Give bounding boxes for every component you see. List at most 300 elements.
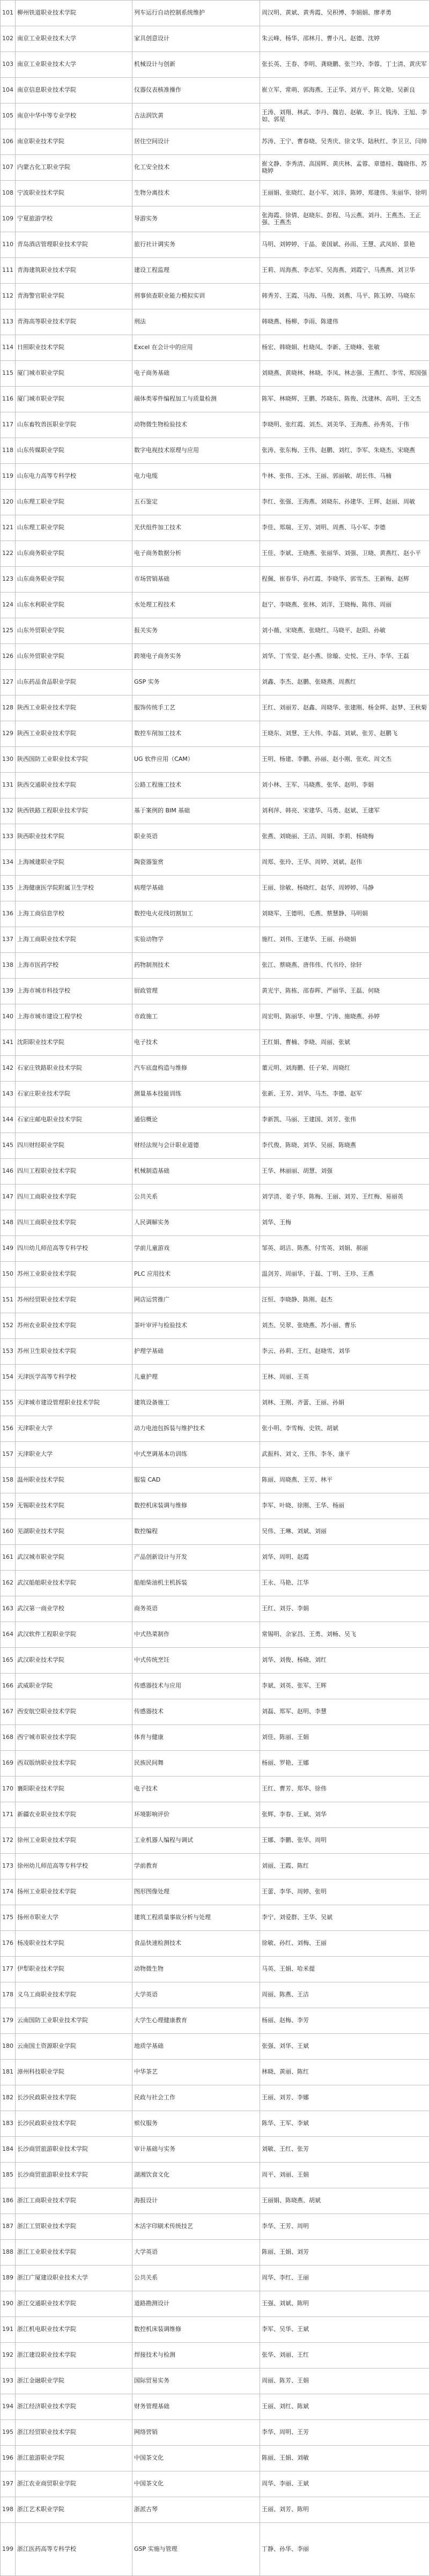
row-number: 124 xyxy=(1,593,16,618)
team-cell: 丁静、孙华、李丽 xyxy=(260,2523,429,2576)
course-cell: 电子商务基础 xyxy=(132,361,260,387)
course-cell: 汽车底盘构造与维修 xyxy=(132,1056,260,1082)
table-row xyxy=(1,2240,429,2266)
table-row xyxy=(1,2214,429,2240)
row-number: 136 xyxy=(1,901,16,927)
row-number: 192 xyxy=(1,2343,16,2368)
row-number: 167 xyxy=(1,1699,16,1725)
school-cell: 扬州市职业大学 xyxy=(16,1905,132,1931)
row-number: 130 xyxy=(1,747,16,773)
course-cell: 传感器技术 xyxy=(132,1699,260,1725)
course-cell: 财经法规与会计职业道德 xyxy=(132,1133,260,1159)
course-cell: 古法润饮黄 xyxy=(132,103,260,129)
course-cell: 跨境电子商务实务 xyxy=(132,644,260,670)
school-cell: 宁夏旅游学校 xyxy=(16,206,132,232)
table-row xyxy=(1,901,429,927)
school-cell: 新疆农业职业技术学院 xyxy=(16,1802,132,1828)
row-number: 137 xyxy=(1,927,16,953)
school-cell: 宁波职业技术学院 xyxy=(16,181,132,206)
school-cell: 上海城建职业学院 xyxy=(16,850,132,876)
row-number: 112 xyxy=(1,284,16,309)
course-cell: 数控机床装调维修 xyxy=(132,2317,260,2343)
row-number: 194 xyxy=(1,2394,16,2420)
course-cell: 中华茶艺 xyxy=(132,2060,260,2085)
course-cell: 大学生心理健康教育 xyxy=(132,2008,260,2034)
row-number: 120 xyxy=(1,490,16,515)
row-number: 140 xyxy=(1,1004,16,1030)
row-number: 161 xyxy=(1,1545,16,1571)
course-cell: 商务英语 xyxy=(132,1596,260,1622)
table-row xyxy=(1,438,429,464)
team-cell: 施红、刘伟、王建华、王丽、孙晓娟 xyxy=(260,927,429,953)
team-cell: 李代俊、陈晓、刘华、吴丽、陈晓燕 xyxy=(260,1133,429,1159)
school-cell: 武汉职业技术学院 xyxy=(16,1648,132,1674)
school-cell: 徐州幼儿师范高等专科学校 xyxy=(16,1854,132,1879)
school-cell: 武汉第一商业学校 xyxy=(16,1596,132,1622)
school-cell: 浙江机电职业技术学院 xyxy=(16,2317,132,2343)
team-cell: 王红、刘芬、李娟 xyxy=(260,1596,429,1622)
table-row xyxy=(1,1468,429,1493)
school-cell: 浙江工贸职业技术学院 xyxy=(16,2214,132,2240)
row-number: 151 xyxy=(1,1287,16,1313)
school-cell: 扬州工业职业技术学院 xyxy=(16,1879,132,1905)
team-cell: 王涛、刘翔、林武、李丹、魏岩、赵敏、李卫、钱涛、王旭、李如、郭星 xyxy=(260,103,429,129)
team-cell: 刘小薇、宋晓燕、张晓红、马晓平、赵阳、孙敏 xyxy=(260,618,429,644)
row-number: 116 xyxy=(1,387,16,412)
school-cell: 天津职业大学 xyxy=(16,1442,132,1468)
row-number: 154 xyxy=(1,1365,16,1390)
table-row xyxy=(1,1931,429,1957)
row-number: 148 xyxy=(1,1210,16,1236)
school-cell: 襄阳职业技术学院 xyxy=(16,1776,132,1802)
course-cell: 体育与健康 xyxy=(132,1725,260,1751)
table-row xyxy=(1,927,429,953)
team-cell: 韩晓燕、杨柳、李雨、陈建伟 xyxy=(260,309,429,335)
table-row xyxy=(1,721,429,747)
table-row xyxy=(1,747,429,773)
row-number: 181 xyxy=(1,2060,16,2085)
row-number: 187 xyxy=(1,2214,16,2240)
row-number: 142 xyxy=(1,1056,16,1082)
school-cell: 上海市城市建设工程学校 xyxy=(16,1004,132,1030)
course-cell: 船舶柴油机主机拆装 xyxy=(132,1571,260,1596)
school-cell: 山东电力高等专科学校 xyxy=(16,464,132,490)
school-cell: 漳州科技职业学院 xyxy=(16,2060,132,2085)
course-cell: 民族民间舞 xyxy=(132,1751,260,1776)
table-row xyxy=(1,2523,429,2576)
course-cell: 机械设计与创新 xyxy=(132,52,260,78)
school-cell: 浙江医药高等专科学校 xyxy=(16,2523,132,2576)
table-row xyxy=(1,387,429,412)
team-cell: 崔文静、李秀清、高国辉、黄庆林、孟蓉、章德桂、魏晓伟、苏晓婷 xyxy=(260,155,429,181)
school-cell: 四川工商职业技术学院 xyxy=(16,1185,132,1210)
course-cell: 家具创意设计 xyxy=(132,26,260,52)
table-row xyxy=(1,695,429,721)
row-number: 172 xyxy=(1,1828,16,1854)
row-number: 158 xyxy=(1,1468,16,1493)
course-cell: 旅行社计调实务 xyxy=(132,232,260,258)
team-cell: 林晓、黄丽、陈红 xyxy=(260,2060,429,2085)
table-row xyxy=(1,103,429,129)
table-row xyxy=(1,155,429,181)
school-cell: 芜湖职业技术学院 xyxy=(16,1519,132,1545)
course-cell: 市场营销基础 xyxy=(132,567,260,593)
school-cell: 陕西交通职业技术学院 xyxy=(16,773,132,798)
school-cell: 浙江广厦建设职业技术大学 xyxy=(16,2266,132,2291)
table-row xyxy=(1,1056,429,1082)
row-number: 153 xyxy=(1,1339,16,1365)
row-number: 133 xyxy=(1,824,16,850)
table-row xyxy=(1,1519,429,1545)
school-cell: 云南国防工业职业技术学院 xyxy=(16,2008,132,2034)
school-cell: 山东理工职业学院 xyxy=(16,490,132,515)
school-cell: 青岛酒店管理职业技术学院 xyxy=(16,232,132,258)
row-number: 127 xyxy=(1,670,16,695)
course-cell: 导游实务 xyxy=(132,206,260,232)
school-cell: 长沙商贸旅游职业技术学院 xyxy=(16,2163,132,2188)
row-number: 188 xyxy=(1,2240,16,2266)
course-cell: 公共关系 xyxy=(132,2266,260,2291)
table-row xyxy=(1,2394,429,2420)
row-number: 144 xyxy=(1,1107,16,1133)
table-row xyxy=(1,1957,429,1982)
school-cell: 日照职业技术学院 xyxy=(16,335,132,361)
school-cell: 温州职业技术学院 xyxy=(16,1468,132,1493)
school-cell: 武汉城市职业学院 xyxy=(16,1545,132,1571)
course-cell: 居住空间设计 xyxy=(132,129,260,155)
table-row xyxy=(1,1416,429,1442)
school-cell: 四川幼儿师范高等专科学校 xyxy=(16,1236,132,1262)
school-cell: 青海建筑职业技术学院 xyxy=(16,258,132,284)
row-number: 195 xyxy=(1,2420,16,2446)
school-cell: 陕西工业职业技术学院 xyxy=(16,695,132,721)
table-row xyxy=(1,2471,429,2497)
table-row xyxy=(1,567,429,593)
course-cell: 端体类零件编程加工与质量检测 xyxy=(132,387,260,412)
school-cell: 上海健康医学院附属卫生学校 xyxy=(16,876,132,901)
table-row xyxy=(1,953,429,979)
course-cell: 建设工程监理 xyxy=(132,258,260,284)
row-number: 160 xyxy=(1,1519,16,1545)
course-cell: 环境影响评价 xyxy=(132,1802,260,1828)
table-body xyxy=(1,1,429,2576)
team-cell: 刘小林、王军、马晓燕、张华、赵明、李娟 xyxy=(260,773,429,798)
course-cell: 儿童护理 xyxy=(132,1365,260,1390)
team-cell: 张华、刘丽、王红 xyxy=(260,2343,429,2368)
row-number: 101 xyxy=(1,1,16,26)
team-cell: 马英、王娟、哈米提 xyxy=(260,1957,429,1982)
team-cell: 王林、周丽、王英 xyxy=(260,1365,429,1390)
course-cell: 电子技术 xyxy=(132,1030,260,1056)
course-cell: 中国茶文化 xyxy=(132,2446,260,2471)
team-cell: 陈军、林晓辉、王鹏、苏晓东、陈俊、沈建林、高明、王文杰 xyxy=(260,387,429,412)
row-number: 155 xyxy=(1,1390,16,1416)
table-row xyxy=(1,979,429,1004)
team-cell: 周华、李红、王丽 xyxy=(260,2266,429,2291)
course-cell: 食品快速检测技术 xyxy=(132,1931,260,1957)
school-cell: 沈阳职业技术学院 xyxy=(16,1030,132,1056)
school-cell: 南京中华中等专业学校 xyxy=(16,103,132,129)
team-cell: 王丽、刘芳、李娜 xyxy=(260,2085,429,2111)
course-cell: 市政施工 xyxy=(132,1004,260,1030)
team-cell: 王莉、周海燕、李志军、吴海燕、刘霞宁、马燕燕、刘卫华 xyxy=(260,258,429,284)
table-row xyxy=(1,850,429,876)
course-cell: 五石鉴定 xyxy=(132,490,260,515)
table-row xyxy=(1,773,429,798)
course-cell: 焊接技术与检测 xyxy=(132,2343,260,2368)
table-row xyxy=(1,2317,429,2343)
course-cell: 化工安全技术 xyxy=(132,155,260,181)
course-cell: 动物微生物 xyxy=(132,1957,260,1982)
school-cell: 石家庄铁路职业技术学院 xyxy=(16,1056,132,1082)
row-number: 145 xyxy=(1,1133,16,1159)
row-number: 184 xyxy=(1,2137,16,2163)
school-cell: 四川工商职业技术学院 xyxy=(16,1210,132,1236)
team-cell: 李斌、刘英、张军、王辉 xyxy=(260,1674,429,1699)
row-number: 126 xyxy=(1,644,16,670)
table-row xyxy=(1,2008,429,2034)
table-row xyxy=(1,1210,429,1236)
table-row xyxy=(1,1339,429,1365)
team-cell: 张辉、李春、王斌、刘华 xyxy=(260,1802,429,1828)
row-number: 138 xyxy=(1,953,16,979)
table-row xyxy=(1,412,429,438)
table-row xyxy=(1,1365,429,1390)
team-cell: 牛林、张伟、王冰、王丽、郭丽敏、胡长伟、马楠 xyxy=(260,464,429,490)
team-cell: 王娜、李鹏、张华、周明 xyxy=(260,1828,429,1854)
team-cell: 张小明、李雪梅、史铁、胡斌 xyxy=(260,1416,429,1442)
team-cell: 武振科、刘文、王伟、李冬、康平 xyxy=(260,1442,429,1468)
row-number: 135 xyxy=(1,876,16,901)
school-cell: 武威职业学院 xyxy=(16,1674,132,1699)
row-number: 175 xyxy=(1,1905,16,1931)
row-number: 146 xyxy=(1,1159,16,1185)
row-number: 183 xyxy=(1,2111,16,2137)
team-cell: 吴伟、王琳、刘斌、刘丽 xyxy=(260,1519,429,1545)
course-cell: 动物微生物检验技术 xyxy=(132,412,260,438)
course-cell: 仪器仪表核准操作 xyxy=(132,78,260,103)
table-row xyxy=(1,181,429,206)
team-cell: 崔立军、常萌、郭海燕、王正华、刘方平、陈文艳、吴新良 xyxy=(260,78,429,103)
row-number: 162 xyxy=(1,1571,16,1596)
table-row xyxy=(1,670,429,695)
table-row xyxy=(1,1313,429,1339)
row-number: 174 xyxy=(1,1879,16,1905)
table-row xyxy=(1,232,429,258)
team-cell: 杨宏、韩晓娟、杜晓凤、李新、王晓峰、张敏 xyxy=(260,335,429,361)
course-cell: 中国茶文化 xyxy=(132,2471,260,2497)
school-cell: 浙江工商职业技术学院 xyxy=(16,2188,132,2214)
school-cell: 浙江金融职业学院 xyxy=(16,2368,132,2394)
team-cell: 张新、王芳、刘华、马杰、李德、赵军 xyxy=(260,1082,429,1107)
team-cell: 刘华、周明、赵霞 xyxy=(260,1545,429,1571)
row-number: 115 xyxy=(1,361,16,387)
row-number: 134 xyxy=(1,850,16,876)
course-cell: 生物分离技术 xyxy=(132,181,260,206)
course-cell: 数控机床装调与维修 xyxy=(132,1493,260,1519)
team-cell: 马明、刘婷婷、于晶、姜国斌、孙雨、王慧、武凤娇、景艳 xyxy=(260,232,429,258)
team-cell: 刘晓军、王德明、毛燕、蔡慧静、马明娟 xyxy=(260,901,429,927)
team-cell: 刘敏、王红、张芳 xyxy=(260,2137,429,2163)
team-cell: 刘华、王梅 xyxy=(260,1210,429,1236)
team-cell: 王明、杨建、李鹏、孙丽、赵小刚、张欢、周文杰 xyxy=(260,747,429,773)
school-cell: 苏州农业职业技术学院 xyxy=(16,1313,132,1339)
row-number: 159 xyxy=(1,1493,16,1519)
team-cell: 刘丽、王霞、陈红 xyxy=(260,1854,429,1879)
table-row xyxy=(1,1493,429,1519)
table-row xyxy=(1,1,429,26)
team-cell: 陈丽、王娟、刘敏 xyxy=(260,2446,429,2471)
school-cell: 山东外贸职业学院 xyxy=(16,618,132,644)
row-number: 125 xyxy=(1,618,16,644)
team-cell: 杨丽、赵梅、李芳 xyxy=(260,2008,429,2034)
row-number: 196 xyxy=(1,2446,16,2471)
team-cell: 徐敏、孙红、刘梅、王丽 xyxy=(260,1931,429,1957)
course-cell: 病理学基础 xyxy=(132,876,260,901)
table-row xyxy=(1,2420,429,2446)
team-cell: 王丽娟、张晓红、赵小军、刘洋、陈婷、郑建伟、朱丽华、徐明 xyxy=(260,181,429,206)
course-cell: 湖湘饮食文化 xyxy=(132,2163,260,2188)
school-cell: 苏州卫生职业技术学院 xyxy=(16,1339,132,1365)
table-row xyxy=(1,1751,429,1776)
row-number: 164 xyxy=(1,1622,16,1648)
school-cell: 南京工业职业技术大学 xyxy=(16,52,132,78)
team-cell: 刘利萍、韩亮、宋建华、马勇、赵斌、王建军 xyxy=(260,798,429,824)
team-cell: 李华、周明、王芳 xyxy=(260,2420,429,2446)
table-row xyxy=(1,52,429,78)
row-number: 113 xyxy=(1,309,16,335)
row-number: 197 xyxy=(1,2471,16,2497)
team-cell: 李佳、郑瑞、王芳、刘明、周燕、马小军、李德 xyxy=(260,515,429,541)
table-row xyxy=(1,644,429,670)
row-number: 128 xyxy=(1,695,16,721)
school-cell: 天津医学高等专科学校 xyxy=(16,1365,132,1390)
row-number: 122 xyxy=(1,541,16,567)
team-cell: 周丽、陈燕、王洁 xyxy=(260,1982,429,2008)
school-cell: 上海工商信息学校 xyxy=(16,901,132,927)
school-cell: 南京职业技术学院 xyxy=(16,129,132,155)
row-number: 170 xyxy=(1,1776,16,1802)
school-cell: 苏州工业职业技术学院 xyxy=(16,1262,132,1287)
school-cell: 杨凌职业技术学院 xyxy=(16,1931,132,1957)
table-row xyxy=(1,1236,429,1262)
school-cell: 山东外贸职业学院 xyxy=(16,644,132,670)
row-number: 141 xyxy=(1,1030,16,1056)
course-cell: 学前教育 xyxy=(132,1854,260,1879)
team-cell: 李晓明、张红霞、刘杰、刘美华、王海燕、孙秀英、于伟 xyxy=(260,412,429,438)
school-cell: 西宁城市职业技术学院 xyxy=(16,1725,132,1751)
row-number: 114 xyxy=(1,335,16,361)
course-cell: 殡仪服务 xyxy=(132,2111,260,2137)
course-cell: 中式传统烹饪 xyxy=(132,1648,260,1674)
team-cell: 邹英、胡洁、陈燕、付雪英、刘娟、郝丽 xyxy=(260,1236,429,1262)
table-row xyxy=(1,206,429,232)
school-cell: 内蒙古化工职业学院 xyxy=(16,155,132,181)
table-row xyxy=(1,2368,429,2394)
table-row xyxy=(1,2188,429,2214)
course-cell: 网店运营推广 xyxy=(132,1287,260,1313)
row-number: 119 xyxy=(1,464,16,490)
school-cell: 浙江旅游职业学院 xyxy=(16,2446,132,2471)
table-row xyxy=(1,1390,429,1416)
team-cell: 王丽、徐敏、杨晓红、赵华、周婷婷、马静 xyxy=(260,876,429,901)
team-cell: 常锡明、余家昌、王勇、刘畅、吴飞 xyxy=(260,1622,429,1648)
table-row xyxy=(1,1828,429,1854)
course-cell: 数控电火花线切割加工 xyxy=(132,901,260,927)
school-cell: 上海工商职业技术学院 xyxy=(16,927,132,953)
course-cell: 人民调解实务 xyxy=(132,1210,260,1236)
row-number: 129 xyxy=(1,721,16,747)
row-number: 166 xyxy=(1,1674,16,1699)
team-cell: 刘华、丁雪莹、赵小燕、徐璇、史悦、王丹、李华、王磊 xyxy=(260,644,429,670)
table-row xyxy=(1,1571,429,1596)
table-row xyxy=(1,2060,429,2085)
team-cell: 王丽、刘红、陈斌 xyxy=(260,2394,429,2420)
row-number: 152 xyxy=(1,1313,16,1339)
table-row xyxy=(1,1082,429,1107)
course-cell: 服饰传统手工艺 xyxy=(132,695,260,721)
table-row xyxy=(1,490,429,515)
row-number: 177 xyxy=(1,1957,16,1982)
team-cell: 张海霞、徐倩、赵晓东、彭程、马云燕、刘丹、王燕杰、王正强、王燕杰 xyxy=(260,206,429,232)
table-row xyxy=(1,464,429,490)
team-cell: 黄光宇、陈栋、邵春晖、严丽华、王磊、何晓 xyxy=(260,979,429,1004)
table-row xyxy=(1,1648,429,1674)
table-row xyxy=(1,1185,429,1210)
team-cell: 王晓东、刘慧、王大伟、李磊、刘斌、张芳、赵鹏飞 xyxy=(260,721,429,747)
team-cell: 李军、吴华、王斌 xyxy=(260,2317,429,2343)
course-cell: 大学英语 xyxy=(132,1982,260,2008)
team-cell: 刘晓燕、黄晓林、林晓、李凤、林志强、王燕红、李雪、郑国强 xyxy=(260,361,429,387)
row-number: 110 xyxy=(1,232,16,258)
team-cell: 刘学清、姜子华、陈梅、王丽、刘芳、王红梅、易丽英 xyxy=(260,1185,429,1210)
course-cell: 网络营销 xyxy=(132,2420,260,2446)
team-cell: 张强、刘华、王斌 xyxy=(260,2034,429,2060)
team-cell: 王丽娟、陈晓燕、胡斌 xyxy=(260,2188,429,2214)
course-cell: 药物制剂技术 xyxy=(132,953,260,979)
course-cell: 地质学基础 xyxy=(132,2034,260,2060)
row-number: 121 xyxy=(1,515,16,541)
school-cell: 伊犁职业技术学院 xyxy=(16,1957,132,1982)
team-cell: 李新凯、马丽、王建国、刘芳、张伟 xyxy=(260,1107,429,1133)
course-cell: 厨政管理 xyxy=(132,979,260,1004)
school-cell: 西双版纳职业技术学院 xyxy=(16,1751,132,1776)
school-cell: 陕西国防工业职业技术学院 xyxy=(16,747,132,773)
course-cell: 通信概论 xyxy=(132,1107,260,1133)
row-number: 109 xyxy=(1,206,16,232)
row-number: 103 xyxy=(1,52,16,78)
course-cell: 基于案例的 BIM 基础 xyxy=(132,798,260,824)
course-cell: 中式烹调基本功训练 xyxy=(132,1442,260,1468)
team-cell: 李军、叶晓、徐刚、王华、杨丽 xyxy=(260,1493,429,1519)
course-cell: 海报设计 xyxy=(132,2188,260,2214)
team-cell: 李华、王芳、周明 xyxy=(260,2214,429,2240)
school-cell: 义乌工商职业技术学院 xyxy=(16,1982,132,2008)
row-number: 165 xyxy=(1,1648,16,1674)
table-row xyxy=(1,798,429,824)
course-cell: 测量基本技能训练 xyxy=(132,1082,260,1107)
row-number: 149 xyxy=(1,1236,16,1262)
row-number: 117 xyxy=(1,412,16,438)
course-cell: 中式热菜制作 xyxy=(132,1622,260,1648)
course-cell: 服装 CAD xyxy=(132,1468,260,1493)
table-row xyxy=(1,1442,429,1468)
row-number: 143 xyxy=(1,1082,16,1107)
row-number: 185 xyxy=(1,2163,16,2188)
team-cell: 周郑、张玲、王华、周婷、刘斌、赵伟 xyxy=(260,850,429,876)
course-cell: 审计基础与实务 xyxy=(132,2137,260,2163)
table-row xyxy=(1,2085,429,2111)
